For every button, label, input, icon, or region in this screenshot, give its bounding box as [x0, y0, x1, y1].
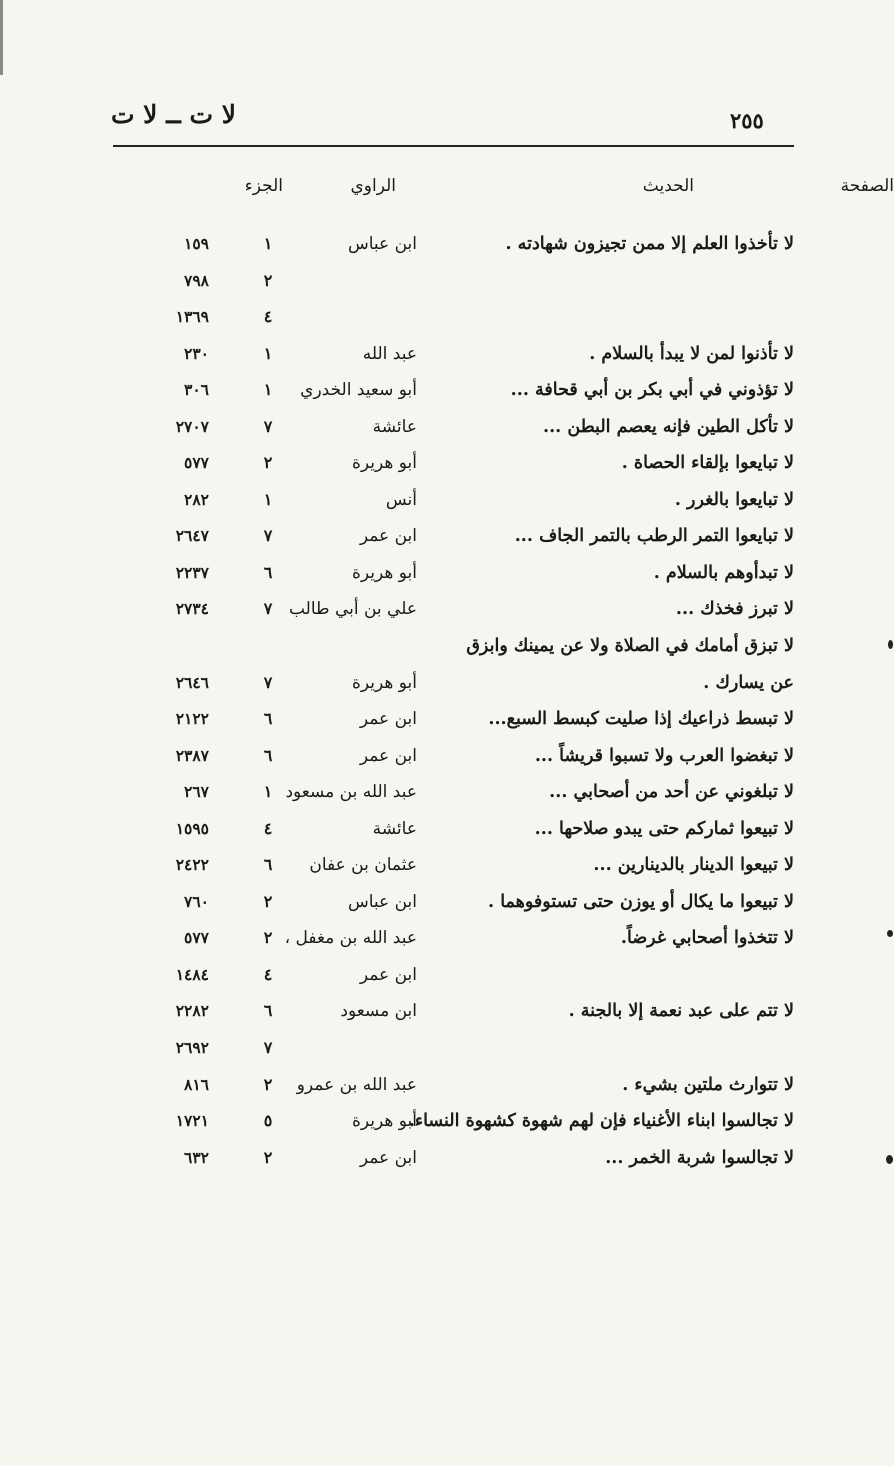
table-row [0, 1030, 894, 1067]
table-row [0, 811, 894, 848]
table-row [0, 774, 894, 811]
table-row [0, 336, 894, 373]
narrator-name [267, 1030, 417, 1067]
narrator-name [267, 263, 417, 300]
page-number-ref: ٢٨٢ [184, 489, 209, 509]
narrator-name: أبو هريرة [351, 562, 417, 583]
narrator-name: عبد الله بن مسعود [285, 782, 417, 803]
page-number-ref: ٦٣٢ [184, 1147, 209, 1167]
narrator-name: ابن عمر [359, 745, 417, 766]
hadith-text: لا تبدأوهم بالسلام . [653, 562, 794, 583]
juz-number: ٢ [263, 1074, 273, 1094]
column-header-narrator: الراوي [350, 176, 396, 196]
table-row [0, 372, 894, 409]
narrator-name: ابن عباس [347, 891, 417, 912]
page-number-ref: ١٥٩ [184, 234, 209, 253]
hadith-text: لا تبايعوا بالغرر . [674, 489, 794, 510]
table-row [0, 1067, 894, 1104]
column-header-page: الصفحة [840, 176, 894, 196]
hadith-text: لا تتخذوا أصحابي غرضاً. [620, 928, 794, 949]
page-number-ref: ٢٦٤٦ [175, 672, 209, 692]
hadith-text [434, 299, 794, 336]
juz-number: ٢ [263, 928, 273, 948]
juz-number: ٦ [263, 562, 273, 582]
table-row [0, 701, 894, 738]
narrator-name: ابن عمر [359, 709, 417, 730]
hadith-text: لا تأكل الطين فإنه يعصم البطن ... [543, 416, 794, 437]
hadith-text: لا تبيعوا الدينار بالدينارين ... [593, 855, 794, 876]
hadith-text: لا تبرز فخذك ... [675, 599, 794, 620]
page-number-ref: ٢٣٠ [184, 343, 209, 363]
juz-number: ١ [263, 234, 273, 253]
narrator-name: أبو هريرة [351, 672, 417, 693]
table-row [0, 665, 894, 702]
page-number-ref: ١٧٢١ [175, 1111, 209, 1131]
hadith-text: لا تؤذوني في أبي بكر بن أبي قحافة ... [510, 380, 794, 401]
page-number-ref: ٨١٦ [184, 1074, 209, 1094]
table-row [0, 993, 894, 1030]
narrator-name: عبد الله بن عمرو [296, 1074, 417, 1095]
page-number-ref: ٢٦٧ [184, 782, 209, 802]
juz-number: ٦ [263, 709, 273, 729]
page-number-ref: ٢٣٨٧ [175, 745, 209, 765]
hadith-text: عن يسارك . [703, 672, 794, 693]
juz-number: ٢ [263, 891, 273, 911]
hadith-text [434, 1030, 794, 1067]
narrator-name: عبد الله بن مغفل ، [284, 928, 417, 949]
page-number-ref: ٢١٢٢ [175, 709, 209, 729]
index-table [0, 226, 894, 1176]
running-head: لا ت ــ لا ت [110, 100, 236, 129]
narrator-name [267, 628, 417, 665]
narrator-name: عائشة [372, 416, 417, 437]
page-number-ref: ٧٦٠ [184, 891, 209, 911]
hadith-text: لا تجالسوا شربة الخمر ... [605, 1147, 794, 1168]
narrator-name: أبو سعيد الخدري [300, 380, 417, 401]
table-row [0, 957, 894, 994]
juz-number: ٦ [263, 745, 273, 765]
narrator-name: ابن عباس [347, 234, 417, 254]
hadith-text: لا تبيعوا ما يكال أو يوزن حتى تستوفوهما . [488, 891, 794, 912]
hadith-text: لا تبايعوا التمر الرطب بالتمر الجاف ... [514, 526, 794, 547]
juz-number: ٥ [263, 1111, 273, 1131]
narrator-name: ابن عمر [359, 526, 417, 547]
page-number-ref: ٥٧٧ [184, 453, 209, 473]
hadith-text: لا تجالسوا ابناء الأغنياء فإن لهم شهوة كشهوة النساء. [408, 1111, 794, 1132]
page-number-ref: ٢٤٢٢ [175, 855, 209, 875]
hadith-text [434, 263, 794, 300]
column-header-juz: الجزء [244, 176, 283, 196]
scan-speck [887, 930, 893, 937]
hadith-text: لا تتوارث ملتين بشيء . [622, 1074, 794, 1095]
table-row [0, 263, 894, 300]
juz-number: ١ [263, 343, 273, 363]
hadith-text: لا تتم على عبد نعمة إلا بالجنة . [568, 1001, 794, 1022]
page-number-ref: ٢٦٤٧ [175, 526, 209, 546]
table-row [0, 555, 894, 592]
page-number-ref: ٢٢٨٢ [175, 1001, 209, 1021]
table-row [0, 920, 894, 957]
juz-number [257, 628, 279, 665]
narrator-name: عبد الله [362, 343, 417, 364]
page-edge-mark [0, 0, 3, 75]
juz-number: ٤ [263, 818, 273, 838]
table-row [0, 518, 894, 555]
narrator-name: علي بن أبي طالب [288, 599, 417, 620]
narrator-name: عائشة [372, 818, 417, 839]
table-row [0, 1140, 894, 1177]
table-row [0, 226, 894, 263]
page-number-ref: ٥٧٧ [184, 928, 209, 948]
hadith-text: لا تبغضوا العرب ولا تسبوا قريشاً ... [534, 745, 794, 766]
column-header-hadith: الحديث [642, 176, 694, 196]
juz-number: ٧ [263, 599, 273, 619]
page-number-ref: ٢٢٣٧ [175, 562, 209, 582]
juz-number: ٦ [263, 1001, 273, 1021]
table-row [0, 482, 894, 519]
page-number-ref: ١٥٩٥ [175, 818, 209, 838]
hadith-text [434, 957, 794, 994]
page-number-ref: ٧٩٨ [184, 270, 209, 290]
juz-number: ٢ [263, 270, 273, 290]
juz-number: ٢ [263, 453, 273, 473]
header-rule [113, 145, 794, 147]
page-number-ref [149, 628, 209, 665]
juz-number: ٧ [263, 1038, 273, 1058]
page-number: ٢٥٥ [730, 108, 764, 133]
juz-number: ٧ [263, 526, 273, 546]
page-number-ref: ٢٦٩٢ [175, 1038, 209, 1058]
table-row [0, 628, 894, 665]
table-row [0, 299, 894, 336]
table-row [0, 1103, 894, 1140]
page-number-ref: ٣٠٦ [184, 380, 209, 400]
page-number-ref: ٢٧٣٤ [175, 599, 209, 619]
juz-number: ٧ [263, 416, 273, 436]
juz-number: ٧ [263, 672, 273, 692]
hadith-text: لا تبسط ذراعيك إذا صليت كبسط السبع... [488, 709, 794, 730]
narrator-name: أنس [385, 489, 417, 510]
narrator-name: ابن عمر [359, 964, 417, 985]
juz-number: ٦ [263, 855, 273, 875]
juz-number: ٤ [263, 964, 273, 984]
hadith-text: لا تبيعوا ثماركم حتى يبدو صلاحها ... [534, 818, 794, 839]
hadith-text: لا تبزق أمامك في الصلاة ولا عن يمينك وابزق [466, 636, 794, 657]
narrator-name: أبو هريرة [351, 1111, 417, 1132]
hadith-text: لا تأذنوا لمن لا يبدأ بالسلام . [589, 343, 794, 364]
table-row [0, 591, 894, 628]
hadith-text: لا تبايعوا بإلقاء الحصاة . [621, 453, 794, 474]
table-row [0, 738, 894, 775]
juz-number: ٢ [263, 1147, 273, 1167]
hadith-text: لا تبلغوني عن أحد من أصحابي ... [549, 782, 794, 803]
table-row [0, 445, 894, 482]
juz-number: ١ [263, 782, 273, 802]
juz-number: ٤ [263, 307, 273, 327]
page-number-ref: ١٣٦٩ [175, 307, 209, 327]
narrator-name: ابن مسعود [340, 1001, 417, 1022]
page-number-ref: ٢٧٠٧ [175, 416, 209, 436]
scan-speck [888, 640, 893, 649]
narrator-name: ابن عمر [359, 1147, 417, 1168]
narrator-name [267, 299, 417, 336]
narrator-name: عثمان بن عفان [309, 855, 417, 876]
narrator-name: أبو هريرة [351, 453, 417, 474]
table-row [0, 409, 894, 446]
table-row [0, 884, 894, 921]
scan-speck [886, 1155, 893, 1164]
hadith-text: لا تأخذوا العلم إلا ممن تجيزون شهادته . [505, 234, 794, 254]
table-row [0, 847, 894, 884]
juz-number: ١ [263, 380, 273, 400]
page-number-ref: ١٤٨٤ [175, 964, 209, 984]
juz-number: ١ [263, 489, 273, 509]
